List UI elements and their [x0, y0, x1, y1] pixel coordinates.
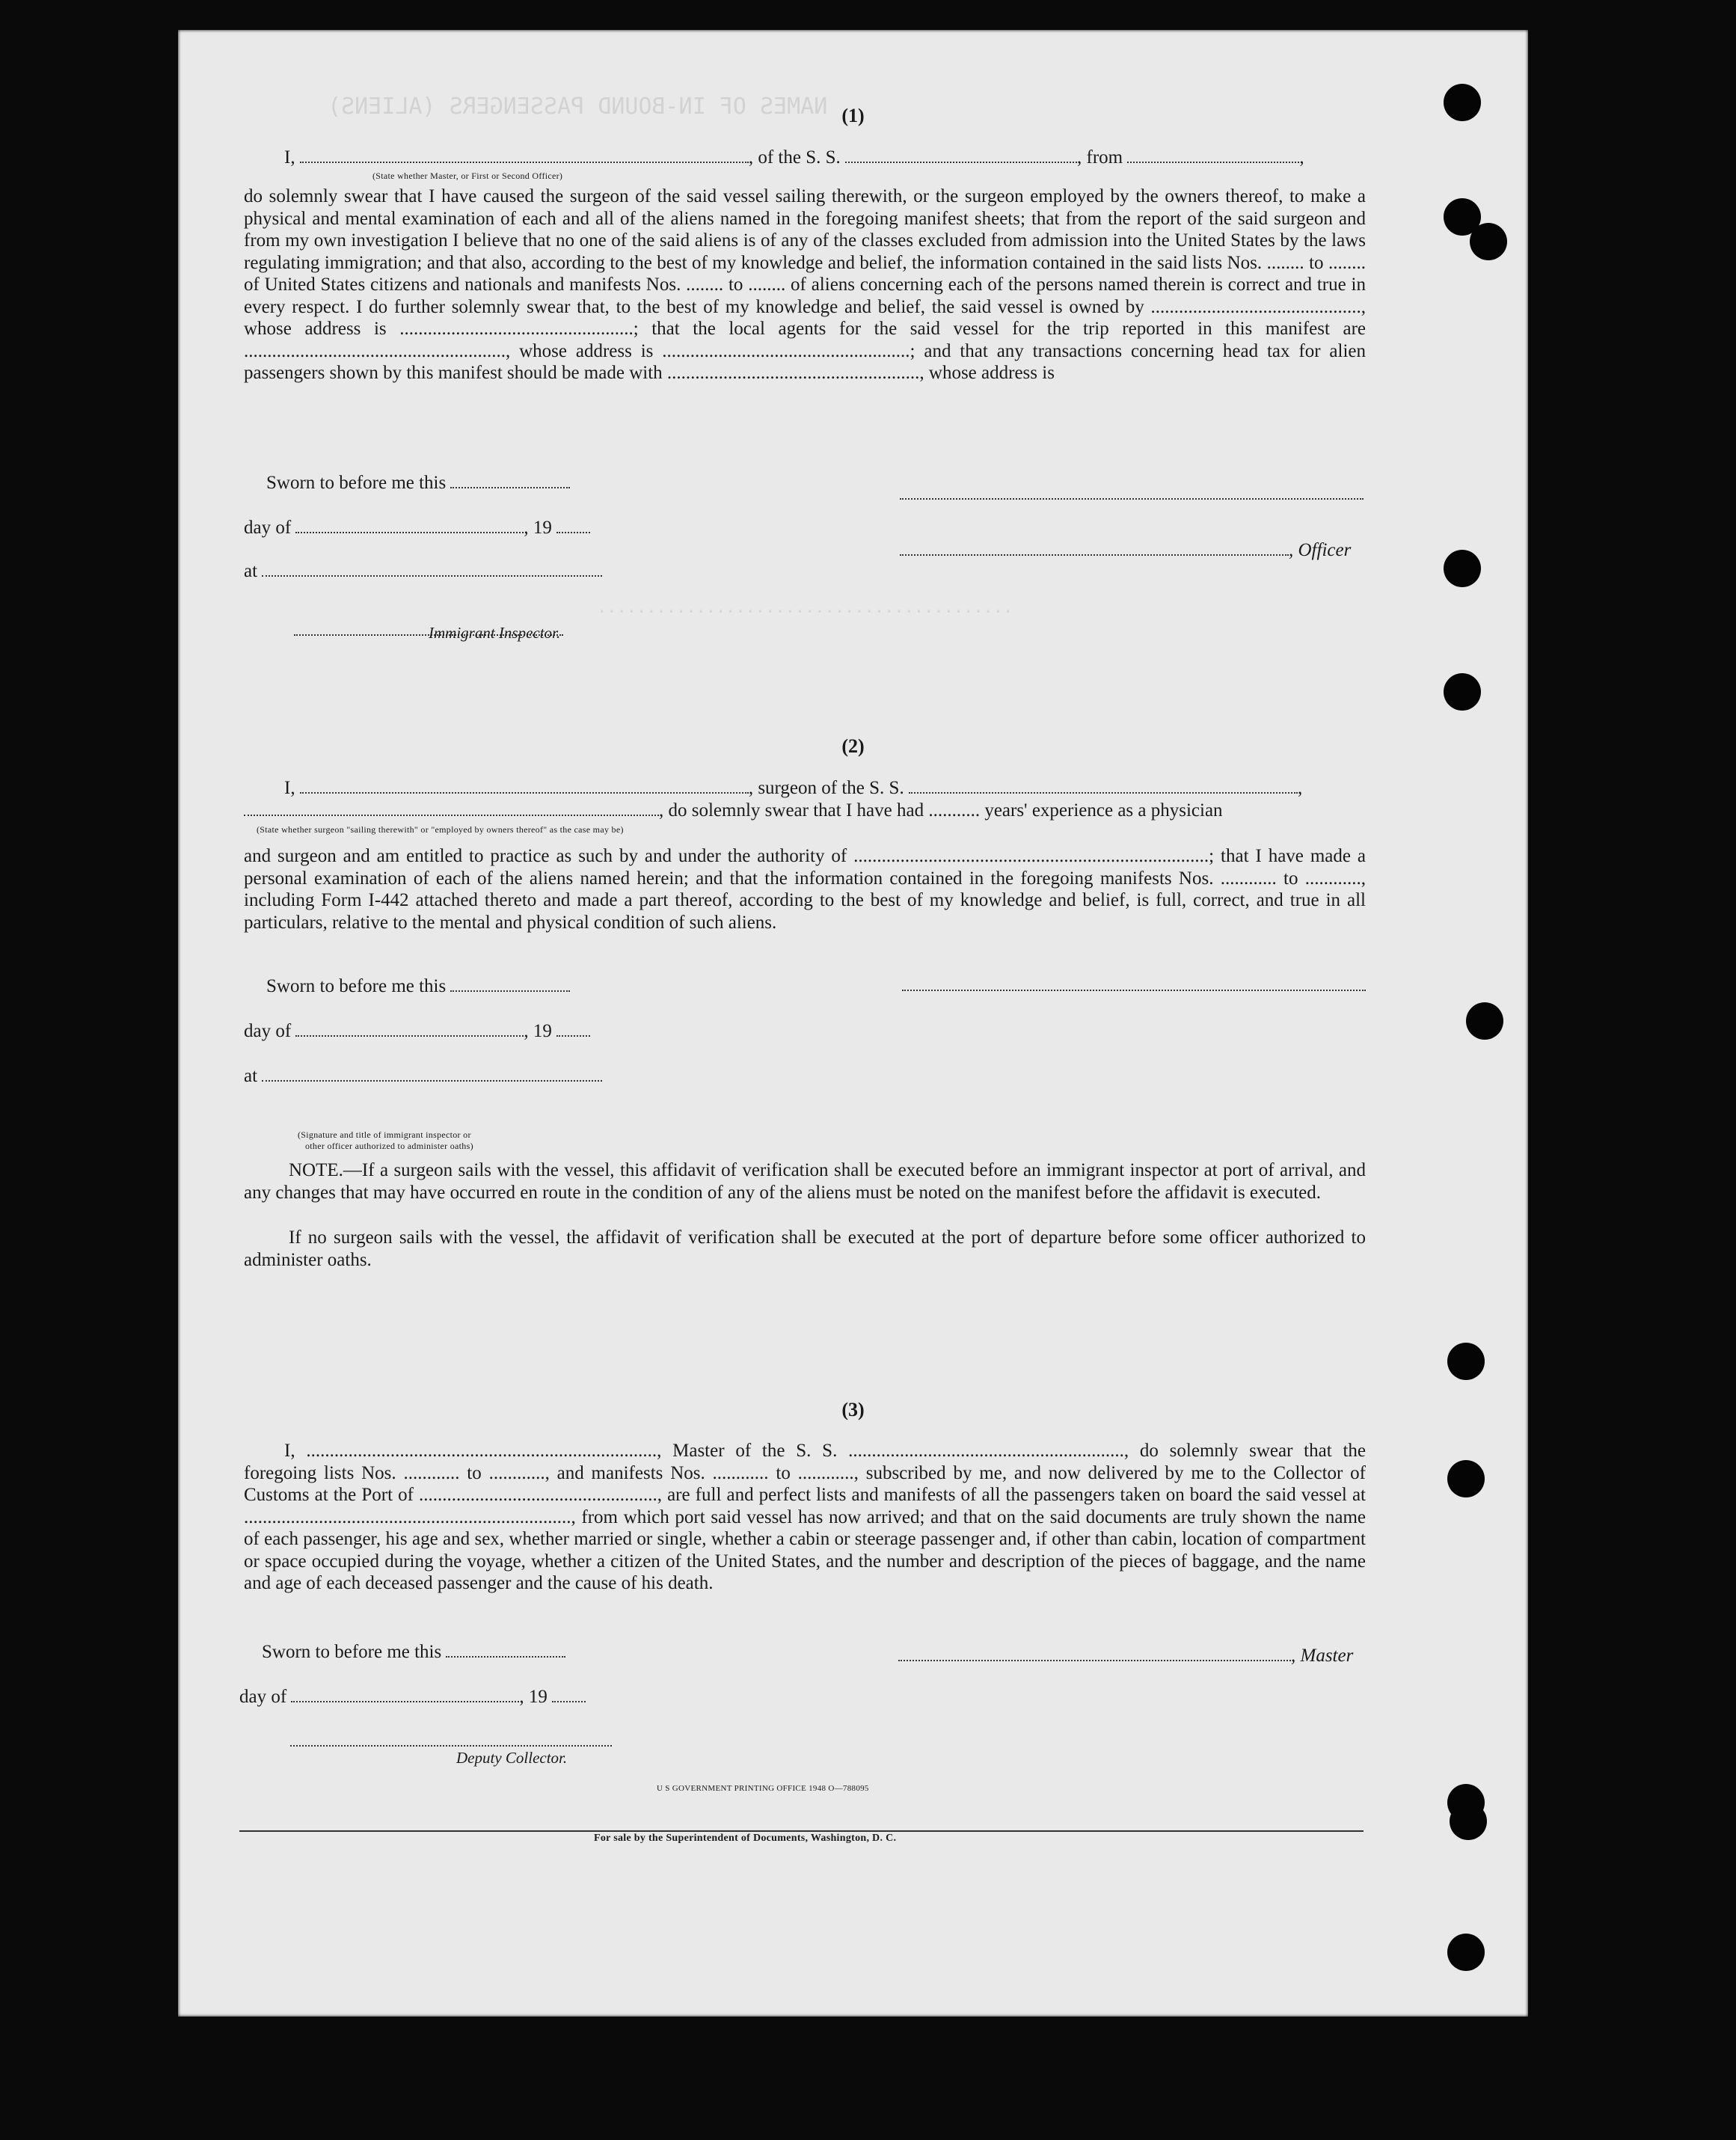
s3-deputy-label: Deputy Collector.: [456, 1749, 568, 1767]
s2-year-field[interactable]: [556, 1022, 590, 1037]
s2-surgeon-label: , surgeon of the S. S.: [748, 778, 904, 798]
s1-year-label: , 19: [524, 518, 552, 538]
s2-line2: [244, 800, 1223, 821]
sale-note: For sale by the Superintendent of Documents, Washington, D. C.: [594, 1833, 897, 1844]
punch-hole: [1447, 1460, 1485, 1497]
s3-day-label: day of: [239, 1687, 287, 1707]
footer-rule: [239, 1830, 1364, 1832]
s2-line1: I, , surgeon of the S. S. ,: [284, 778, 1303, 798]
s2-at-field[interactable]: [262, 1067, 602, 1082]
s1-at-label: at: [244, 561, 258, 581]
s2-sworn-field[interactable]: [450, 977, 570, 992]
s3-paragraph: I, ..........................................................................., Master of the S. S. ..........................................................., do solemnly swear that the foregoing lists Nos. ............ to ............, and manifests Nos. ............ to ............, subscribed by me, and now delivered by me to the Collector of Customs at the Port of ..................................................., are full and perfect lists and manifests of all the passengers taken on board the said vessel at ......................................................................, from which port said vessel has now arrived; and that on the said documents are truly shown the name of each passenger, his age and sex, whether married or single, whether a cabin or steerage passenger and, if other than cabin, location of compartment or space occupied during the voyage, whether a citizen of the United States, and the number and description of the pieces of baggage, and the name and age of each deceased passenger and the cause of his death.: [244, 1441, 1366, 1593]
s3-sworn-label: Sworn to before me this: [262, 1642, 442, 1662]
s2-day-field[interactable]: [295, 1022, 524, 1037]
s2-note2: If no surgeon sails with the vessel, the affidavit of verification shall be executed at the port of departure before some officer authorized to administer oaths.: [244, 1227, 1366, 1270]
s2-signature-caption-1: (Signature and title of immigrant inspector or: [298, 1129, 471, 1140]
s1-year-field[interactable]: [556, 518, 590, 533]
s2-day-label: day of: [244, 1021, 292, 1041]
s1-day-label: day of: [244, 518, 292, 538]
s2-at: [244, 1066, 602, 1087]
s1-signature-field[interactable]: [900, 485, 1364, 500]
s1-at: [244, 561, 602, 582]
s1-line1: I, , of the S. S. , from ,: [284, 147, 1304, 168]
s1-vessel-field[interactable]: [845, 148, 1077, 163]
s1-inspector-label: Immigrant Inspector.: [429, 624, 561, 642]
s1-day-field[interactable]: [295, 518, 524, 533]
s2-i-label: I,: [284, 778, 295, 798]
s2-signature-caption-2: other officer authorized to administer oaths): [305, 1141, 473, 1151]
section-1-number: (1): [841, 105, 865, 126]
s1-sworn-label: Sworn to before me this: [266, 473, 447, 493]
s3-master-field[interactable]: [898, 1646, 1291, 1661]
s2-vessel-field[interactable]: [909, 779, 1298, 794]
s1-from-field[interactable]: [1127, 148, 1299, 163]
printing-office: U S GOVERNMENT PRINTING OFFICE 1948 O—788095: [657, 1784, 869, 1793]
s2-year-label: , 19: [524, 1021, 552, 1041]
section-2-number: (2): [841, 735, 865, 757]
s1-day: [244, 518, 590, 539]
s3-master-label: , Master: [1291, 1646, 1354, 1666]
punch-hole: [1470, 223, 1507, 260]
s2-surgeon-caption: (State whether surgeon "sailing therewith" or "employed by owners thereof" as the case may be): [257, 824, 624, 835]
s2-signature-field[interactable]: [902, 976, 1366, 991]
s1-officer-field[interactable]: [300, 148, 749, 163]
s2-paragraph: and surgeon and am entitled to practice as such by and under the authority of ............................................................................; that I have made a personal examination of each of the aliens named herein; and that the information contained in the foregoing manifests Nos. ............ to ............, including Form I-442 attached thereto and made a part thereof, according to the best of my knowledge and belief, is full, correct, and true in all particulars, relative to the mental and physical condition of such aliens.: [244, 846, 1366, 933]
form-page: [178, 30, 1528, 2017]
s2-sailing-field[interactable]: [244, 801, 659, 816]
s1-officer-caption: (State whether Master, or First or Second Officer): [372, 171, 563, 181]
s1-sworn: [266, 473, 570, 494]
s1-of-ss-label: , of the S. S.: [748, 147, 841, 168]
s2-surgeon-field[interactable]: [300, 779, 749, 794]
punch-hole: [1447, 1934, 1485, 1971]
s3-day-field[interactable]: [291, 1687, 519, 1702]
s2-sworn: [266, 976, 570, 997]
punch-hole: [1444, 673, 1481, 711]
s2-at-label: at: [244, 1066, 258, 1086]
s1-paragraph: do solemnly swear that I have caused the surgeon of the said vessel sailing therewith, or the surgeon employed by the owners thereof, to make a physical and mental examination of each and all of the aliens named in the foregoing manifest sheets; that from the report of the said surgeon and from my own investigation I believe that no one of the said aliens is of any of the classes excluded from admission into the United States by the laws regulating immigration; and that also, according to the best of my knowledge and belief, the information contained in the said lists Nos. ........ to ........ of United States citizens and nationals and manifests Nos. ........ to ........ of aliens concerning each of the persons named therein is correct and true in every respect. I do further solemnly swear that, to the best of my knowledge and belief, the said vessel is owned by ............................................., whose address is ..................................................; that the local agents for the said vessel for the trip reported in this manifest are ........................................................, whose address is .....................................................; and that any transactions concerning head tax for alien passengers shown by this manifest should be made with ......................................................, whose address is: [244, 186, 1366, 383]
s1-i-label: I,: [284, 147, 295, 168]
s2-note1: NOTE.—If a surgeon sails with the vessel, this affidavit of verification shall be executed before an immigrant inspector at port of arrival, and any changes that may have occurred en route in the condition of any of the aliens must be noted on the manifest before the affidavit is executed.: [244, 1160, 1366, 1203]
s1-from-label: , from: [1077, 147, 1123, 168]
s1-officer-line: [900, 540, 1351, 561]
s3-deputy-field[interactable]: [290, 1732, 612, 1747]
punch-hole: [1444, 550, 1481, 587]
s3-day: [239, 1687, 586, 1708]
punch-hole: [1444, 84, 1481, 121]
s2-day: [244, 1021, 590, 1042]
s1-officer-label: , Officer: [1289, 540, 1352, 560]
punch-hole: [1447, 1343, 1485, 1380]
s3-sworn: [262, 1642, 565, 1663]
s1-officer-sign-field[interactable]: [900, 541, 1289, 556]
s3-master-line: [898, 1646, 1353, 1667]
s3-year-label: , 19: [519, 1687, 548, 1707]
s3-sworn-field[interactable]: [446, 1643, 565, 1658]
bleed-through-rows: ..........................................: [597, 598, 1013, 617]
s1-sworn-field[interactable]: [450, 473, 570, 488]
punch-hole: [1466, 1002, 1503, 1040]
punch-hole: [1450, 1803, 1487, 1840]
section-3-number: (3): [841, 1399, 865, 1420]
s2-line2-text: , do solemnly swear that I have had ........... years' experience as a physician: [659, 800, 1223, 821]
s3-year-field[interactable]: [552, 1687, 586, 1702]
s1-at-field[interactable]: [262, 562, 602, 577]
s2-sworn-label: Sworn to before me this: [266, 976, 447, 996]
bleed-through-header: NAMES OF IN-BOUND PASSENGERS (ALIENS): [328, 93, 828, 120]
